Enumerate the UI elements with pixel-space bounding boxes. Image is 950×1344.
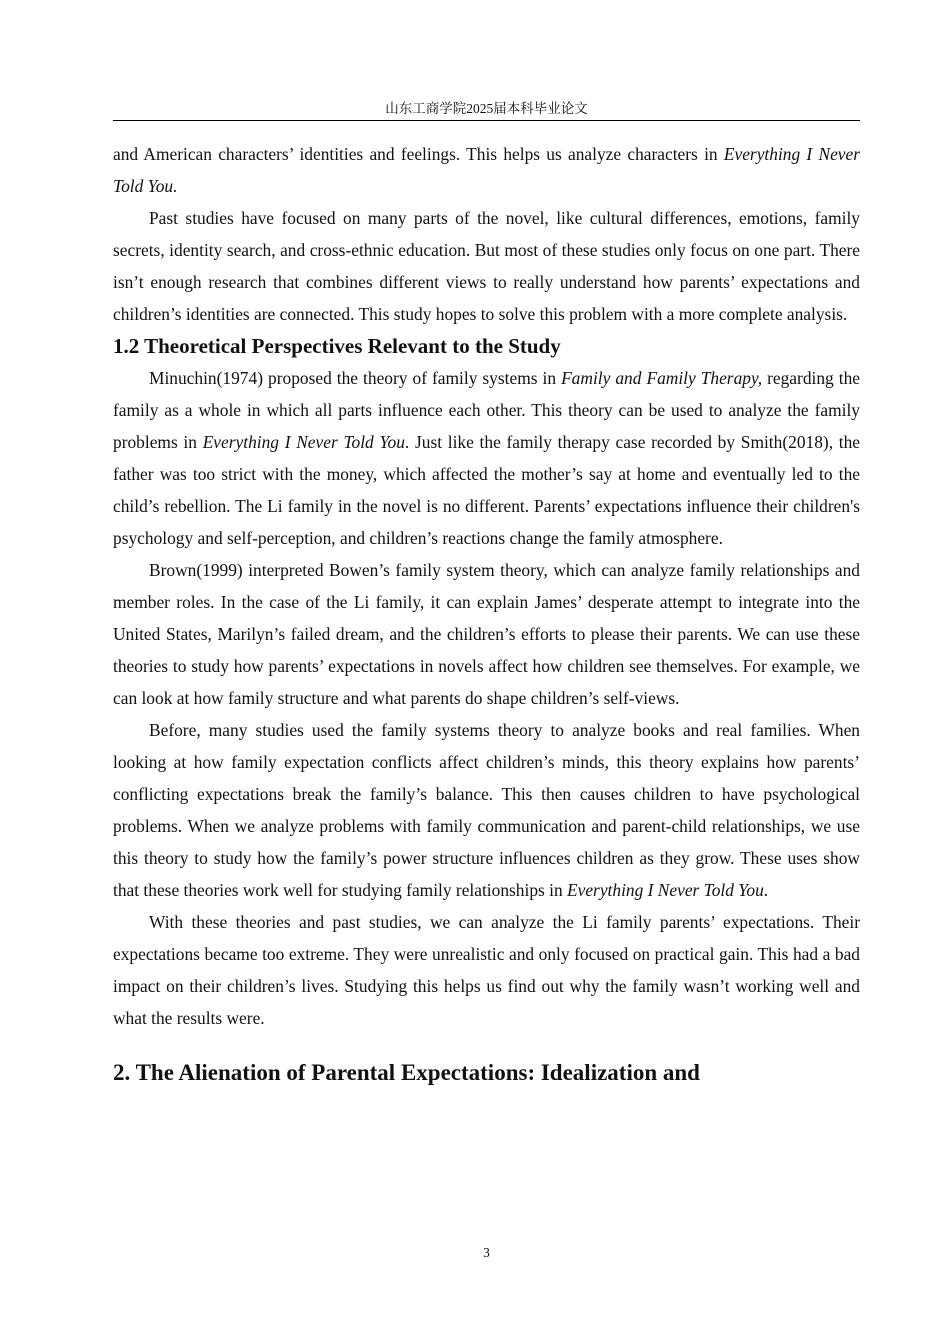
paragraph-past-studies [113, 202, 860, 330]
paragraph-minuchin [113, 362, 860, 554]
book-title: Family and Family Therapy, [561, 368, 763, 388]
book-title: Everything I Never Told You. [113, 144, 860, 196]
paragraph-conclusion [113, 906, 860, 1034]
book-title: Everything I Never Told You [567, 880, 764, 900]
section-heading-1-2: 1.2 Theoretical Perspectives Relevant to the Study [113, 334, 561, 358]
paragraph-text: regarding the family as a whole in which all parts influence each other. This theory can be used to analyze the family problems in [113, 368, 860, 452]
paragraph-text: and American characters’ identities and feelings. This helps us analyze characters in [113, 144, 724, 164]
paragraph-continuation [113, 138, 860, 202]
body-text [113, 138, 860, 1090]
paragraph-text: Past studies have focused on many parts of the novel, like cultural differences, emotions, family secrets, identity search, and cross-ethnic education. But most of these studies only focus on one part. There isn’t enough research that combines different views to really understand how parents’ expectations and children’s identities are connected. This study hopes to solve this problem with a more complete analysis. [113, 208, 860, 324]
paragraph-text: . [763, 880, 769, 900]
section-heading-2: 2. The Alienation of Parental Expectations: Idealization and [113, 1060, 700, 1085]
page-number: 3 [483, 1245, 490, 1260]
paragraph-family-systems [113, 714, 860, 906]
paragraph-text: Minuchin(1974) proposed the theory of family systems in [149, 368, 562, 388]
running-header: 山东工商学院2025届本科毕业论文 [385, 101, 588, 116]
book-title: Everything I Never Told You [202, 432, 405, 452]
header-divider [113, 120, 860, 121]
paragraph-text: Before, many studies used the family systems theory to analyze books and real families. When looking at how family expectation conflicts affect children’s minds, this theory explains how parents’ conflicting expectations break the family’s balance. This then causes children to have psychological problems. When we analyze problems with family communication and parent-child relationships, we use this theory to study how the family’s power structure influences children as they grow. These uses show that these theories work well for studying family relationships in [113, 720, 860, 900]
paragraph-text: . Just like the family therapy case recorded by Smith(2018), the father was too strict with the money, which affected the mother’s say at home and eventually led to the child’s rebellion. The Li family in the novel is no different. Parents’ expectations influence their children's psychology and self-perception, and children’s reactions change the family atmosphere. [113, 432, 860, 548]
paragraph-text: With these theories and past studies, we can analyze the Li family parents’ expectations. Their expectations became too extreme. They were unrealistic and only focused on practical gain. This had a bad impact on their children’s lives. Studying this helps us find out why the family wasn’t working well and what the results were. [113, 912, 860, 1028]
paragraph-brown [113, 554, 860, 714]
paragraph-text: Brown(1999) interpreted Bowen’s family system theory, which can analyze family relationships and member roles. In the case of the Li family, it can explain James’ desperate attempt to integrate into the United States, Marilyn’s failed dream, and the children’s efforts to please their parents. We can use these theories to study how parents’ expectations in novels affect how children see themselves. For example, we can look at how family structure and what parents do shape children’s self-views. [113, 560, 860, 708]
